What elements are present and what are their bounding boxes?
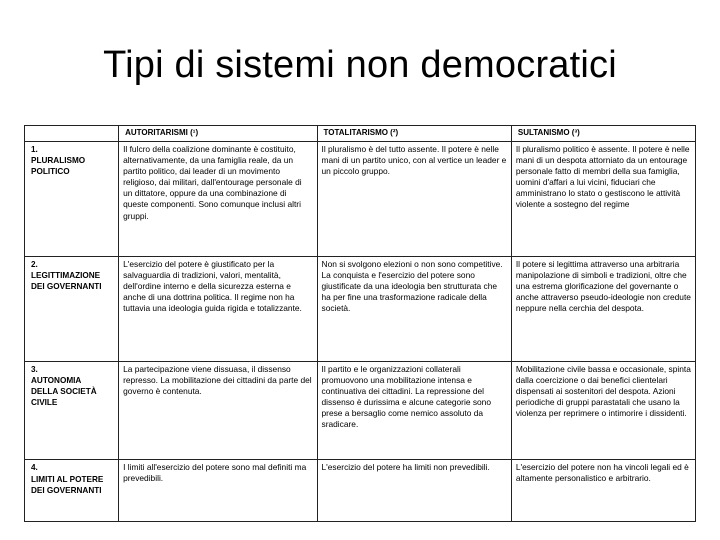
table-row (25, 460, 696, 522)
table-row (25, 361, 696, 460)
cell-totalitarismo: Il pluralismo è del tutto assente. Il potere è nelle mani di un partito unico, con al vertice un leader e un piccolo gruppo. (317, 142, 511, 257)
cell-autoritarismi: L'esercizio del potere è giustificato per la salvaguardia di tradizioni, valori, mentalità, dell'ordine interno e della sicurezza esterna e anche di una dottrina politica. Il regime non ha tuttavia una ideologia guida rigida e totalizzante. (119, 257, 317, 362)
cell-sultanismo: Mobilitazione civile bassa e occasionale, spinta dalla coercizione o dai benefici clientelari dispensati ai sostenitori del despota. Azioni periodiche di gruppi parastatali che usano la violenza per reprimere o intimorire i dissidenti. (511, 361, 695, 460)
header-totalitarismo: TOTALITARISMO (²) (317, 126, 511, 142)
cell-totalitarismo: Il partito e le organizzazioni collaterali promuovono una mobilitazione intensa e continuativa dei cittadini. La repressione del dissenso è durissima e alcune categorie sono prese a bersaglio come nemico assoluto da sradicare. (317, 361, 511, 460)
cell-totalitarismo: Non si svolgono elezioni o non sono competitive. La conquista e l'esercizio del potere sono giustificate da una ideologia ben strutturata che ha per fine una trasformazione radicale della società. (317, 257, 511, 362)
cell-sultanismo: Il potere si legittima attraverso una arbitraria manipolazione di simboli e tradizioni, oltre che una estrema glorificazione del governante o anche attraverso pseudo-ideologie non credute neppure nella cerchia del despota. (511, 257, 695, 362)
cell-autoritarismi: La partecipazione viene dissuasa, il dissenso represso. La mobilitazione dei cittadini da parte del governo è contenuta. (119, 361, 317, 460)
comparison-table (24, 125, 696, 522)
row-label-pluralismo: 1. PLURALISMO POLITICO (25, 142, 119, 257)
header-sultanismo: SULTANISMO (³) (511, 126, 695, 142)
header-autoritarismi: AUTORITARISMI (¹) (119, 126, 317, 142)
row-label-legittimazione: 2. LEGITTIMAZIONE DEI GOVERNANTI (25, 257, 119, 362)
header-empty (25, 126, 119, 142)
cell-autoritarismi: Il fulcro della coalizione dominante è costituito, alternativamente, da una famiglia reale, da un partito politico, dai leader di un movimento religioso, dai militari, dall'entourage personale di un dittatore, oppure da una combinazione di queste componenti. Sono comunque inclusi altri gruppi. (119, 142, 317, 257)
cell-sultanismo: Il pluralismo politico è assente. Il potere è nelle mani di un despota attorniato da un entourage personale fatto di membri della sua famiglia, uomini d'affari a lui vicini, fiduciari che amministrano lo stato o gestiscono le attività violente a sostegno del regime (511, 142, 695, 257)
table-header-row (25, 126, 696, 142)
comparison-table-container (24, 125, 696, 522)
cell-sultanismo: L'esercizio del potere non ha vincoli legali ed è altamente personalistico e arbitrario. (511, 460, 695, 522)
table-row (25, 257, 696, 362)
slide-title: Tipi di sistemi non democratici (103, 44, 617, 86)
cell-autoritarismi: I limiti all'esercizio del potere sono mal definiti ma prevedibili. (119, 460, 317, 522)
cell-totalitarismo: L'esercizio del potere ha limiti non prevedibili. (317, 460, 511, 522)
row-label-limiti: 4. LIMITI AL POTERE DEI GOVERNANTI (25, 460, 119, 522)
table-row (25, 142, 696, 257)
row-label-autonomia: 3. AUTONOMIA DELLA SOCIETÀ CIVILE (25, 361, 119, 460)
